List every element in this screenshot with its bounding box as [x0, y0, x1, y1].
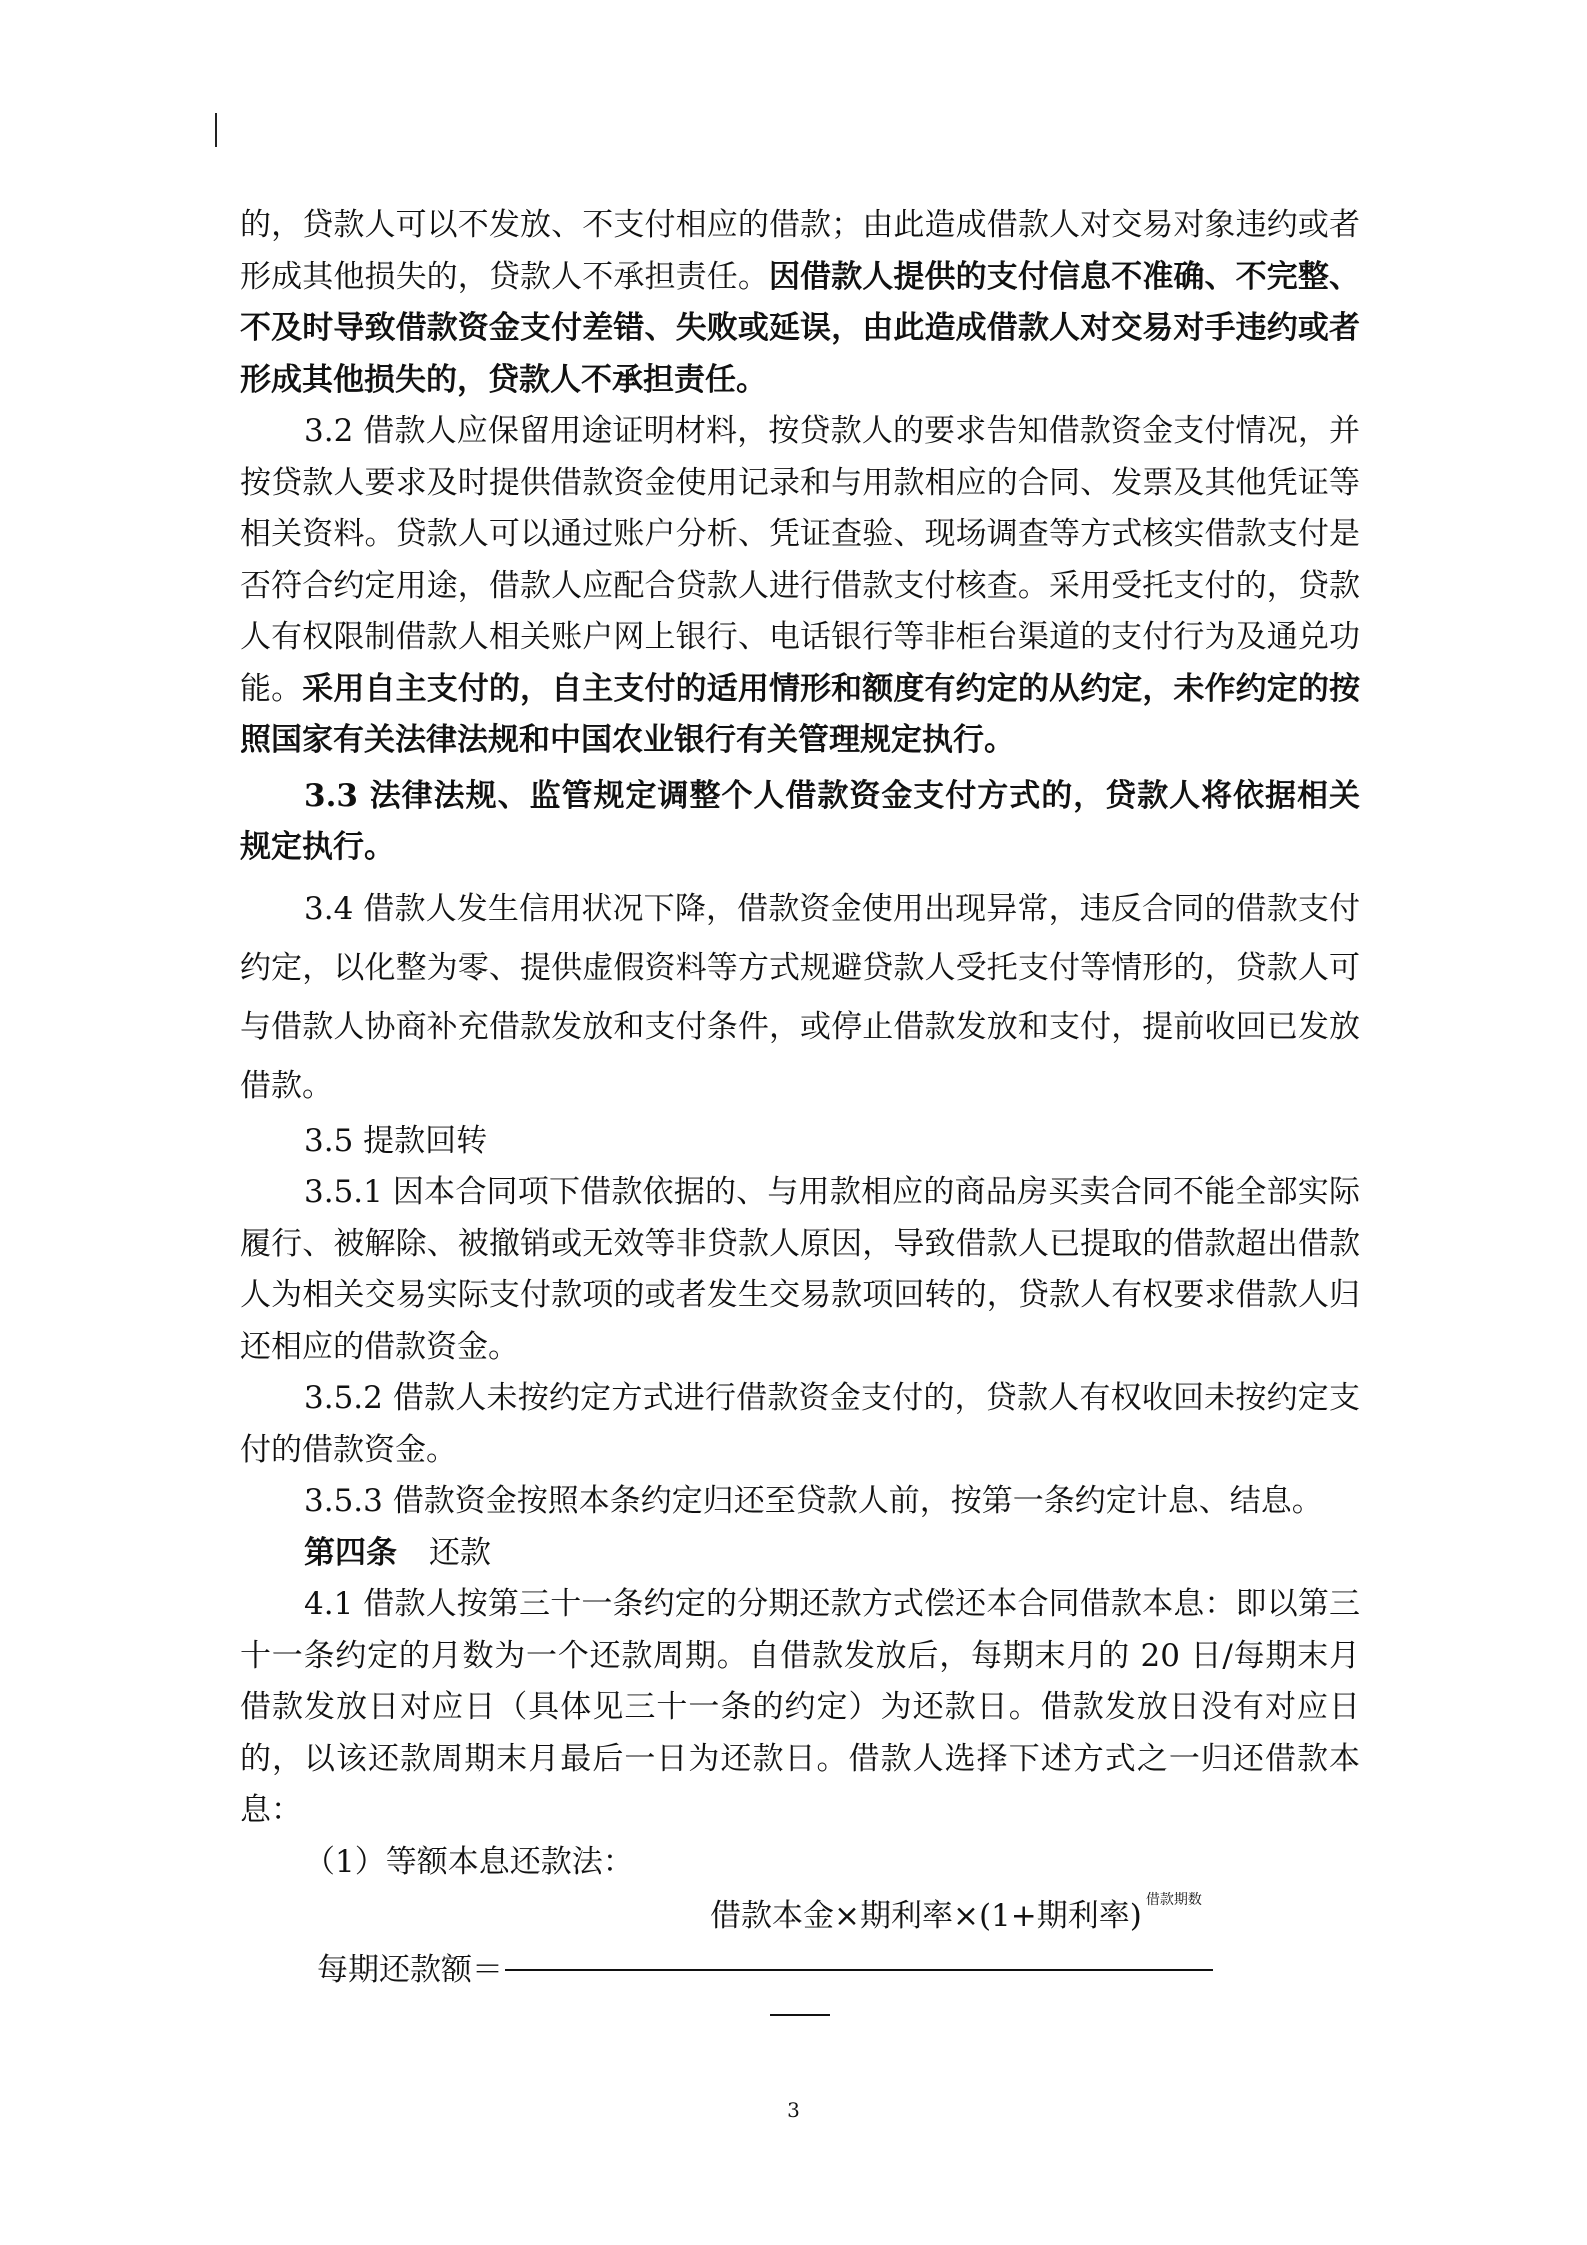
article-4-heading: [240, 1528, 1360, 1580]
formula-line: [317, 1944, 1213, 1989]
paragraph-text: 3.2 借款人应保留用途证明材料，按贷款人的要求告知借款资金支付情况，并按贷款人要求及时提供借款资金使用记录和与用款相应的合同、发票及其他凭证等相关资料。贷款人可以通过账户分析、凭证查验、现场调查等方式核实借款支付是否符合约定用途，借款人应配合贷款人进行借款支付核查。采用受托支付的，贷款人有权限制借款人相关账户网上银行、电话银行等非柜台渠道的支付行为及通兑功能。: [240, 413, 1360, 707]
paragraph-3-5: 3.5 提款回转: [304, 1122, 488, 1159]
paragraph-3-4: 3.4 借款人发生信用状况下降，借款资金使用出现异常，违反合同的借款支付约定，以化整为零、提供虚假资料等方式规避贷款人受托支付等情形的，贷款人可与借款人协商补充借款发放和支付条件，或停止借款发放和支付，提前收回已发放借款。: [240, 890, 1360, 1104]
paragraph-text: 的，贷款人可以不发放、不支付相应的借款；由此造成借款人对交易对象违约或者形成其他损失的，贷款人不承担责任。: [240, 207, 1360, 295]
paragraph-3-1-continued: [240, 200, 1360, 406]
formula-numerator-text: 借款本金×期利率×(1+期利率): [710, 1898, 1142, 1934]
paragraph-3-5-1: 3.5.1 因本合同项下借款依据的、与用款相应的商品房买卖合同不能全部实际履行、被解除、被撤销或无效等非贷款人原因，导致借款人已提取的借款超出借款人为相关交易实际支付款项的或者发生交易款项回转的，贷款人有权要求借款人归还相应的借款资金。: [240, 1174, 1360, 1365]
paragraph-3-3: 3.3 法律法规、监管规定调整个人借款资金支付方式的，贷款人将依据相关规定执行。: [240, 777, 1360, 865]
formula-numerator: [710, 1889, 1202, 1935]
fraction-bar-continuation: [770, 2014, 830, 2016]
paragraph-bold-text: 因借款人提供的支付信息不准确、不完整、不及时导致借款资金支付差错、失败或延误，由此造成借款人对交易对手违约或者形成其他损失的，贷款人不承担责任。: [240, 258, 1361, 398]
paragraph-4-1: 4.1 借款人按第三十一条约定的分期还款方式偿还本合同借款本息：即以第三十一条约定的月数为一个还款周期。自借款发放后，每期末月的 20 日/每期末月借款发放日对应日（具体见三十一条的约定）为还款日。借款发放日没有对应日的，以该还款周期末月最后一日为还款日。借款人选择下述方式之一归还借款本息：: [240, 1586, 1360, 1828]
paragraph-3-5-3: 3.5.3 借款资金按照本条约定归还至贷款人前，按第一条约定计息、结息。: [304, 1483, 1323, 1519]
page-number: 3: [787, 2098, 800, 2122]
document-page: [240, 200, 1360, 1888]
paragraph-bold-text: 采用自主支付的，自主支付的适用情形和额度有约定的从约定，未作约定的按照国家有关法律法规和中国农业银行有关管理规定执行。: [240, 670, 1361, 758]
text-cursor: [215, 113, 217, 147]
formula-lhs: 每期还款额＝: [317, 1952, 503, 1988]
article-number: 第四条: [304, 1534, 397, 1571]
fraction-bar: [505, 1969, 1213, 1971]
repayment-method-1: （1）等额本息还款法：: [304, 1843, 634, 1880]
article-title: 还款: [429, 1534, 491, 1571]
paragraph-3-5-2: 3.5.2 借款人未按约定方式进行借款资金支付的，贷款人有权收回未按约定支付的借款资金。: [240, 1380, 1360, 1468]
formula-exponent: 借款期数: [1145, 1892, 1202, 1908]
paragraph-3-2: [240, 406, 1360, 767]
